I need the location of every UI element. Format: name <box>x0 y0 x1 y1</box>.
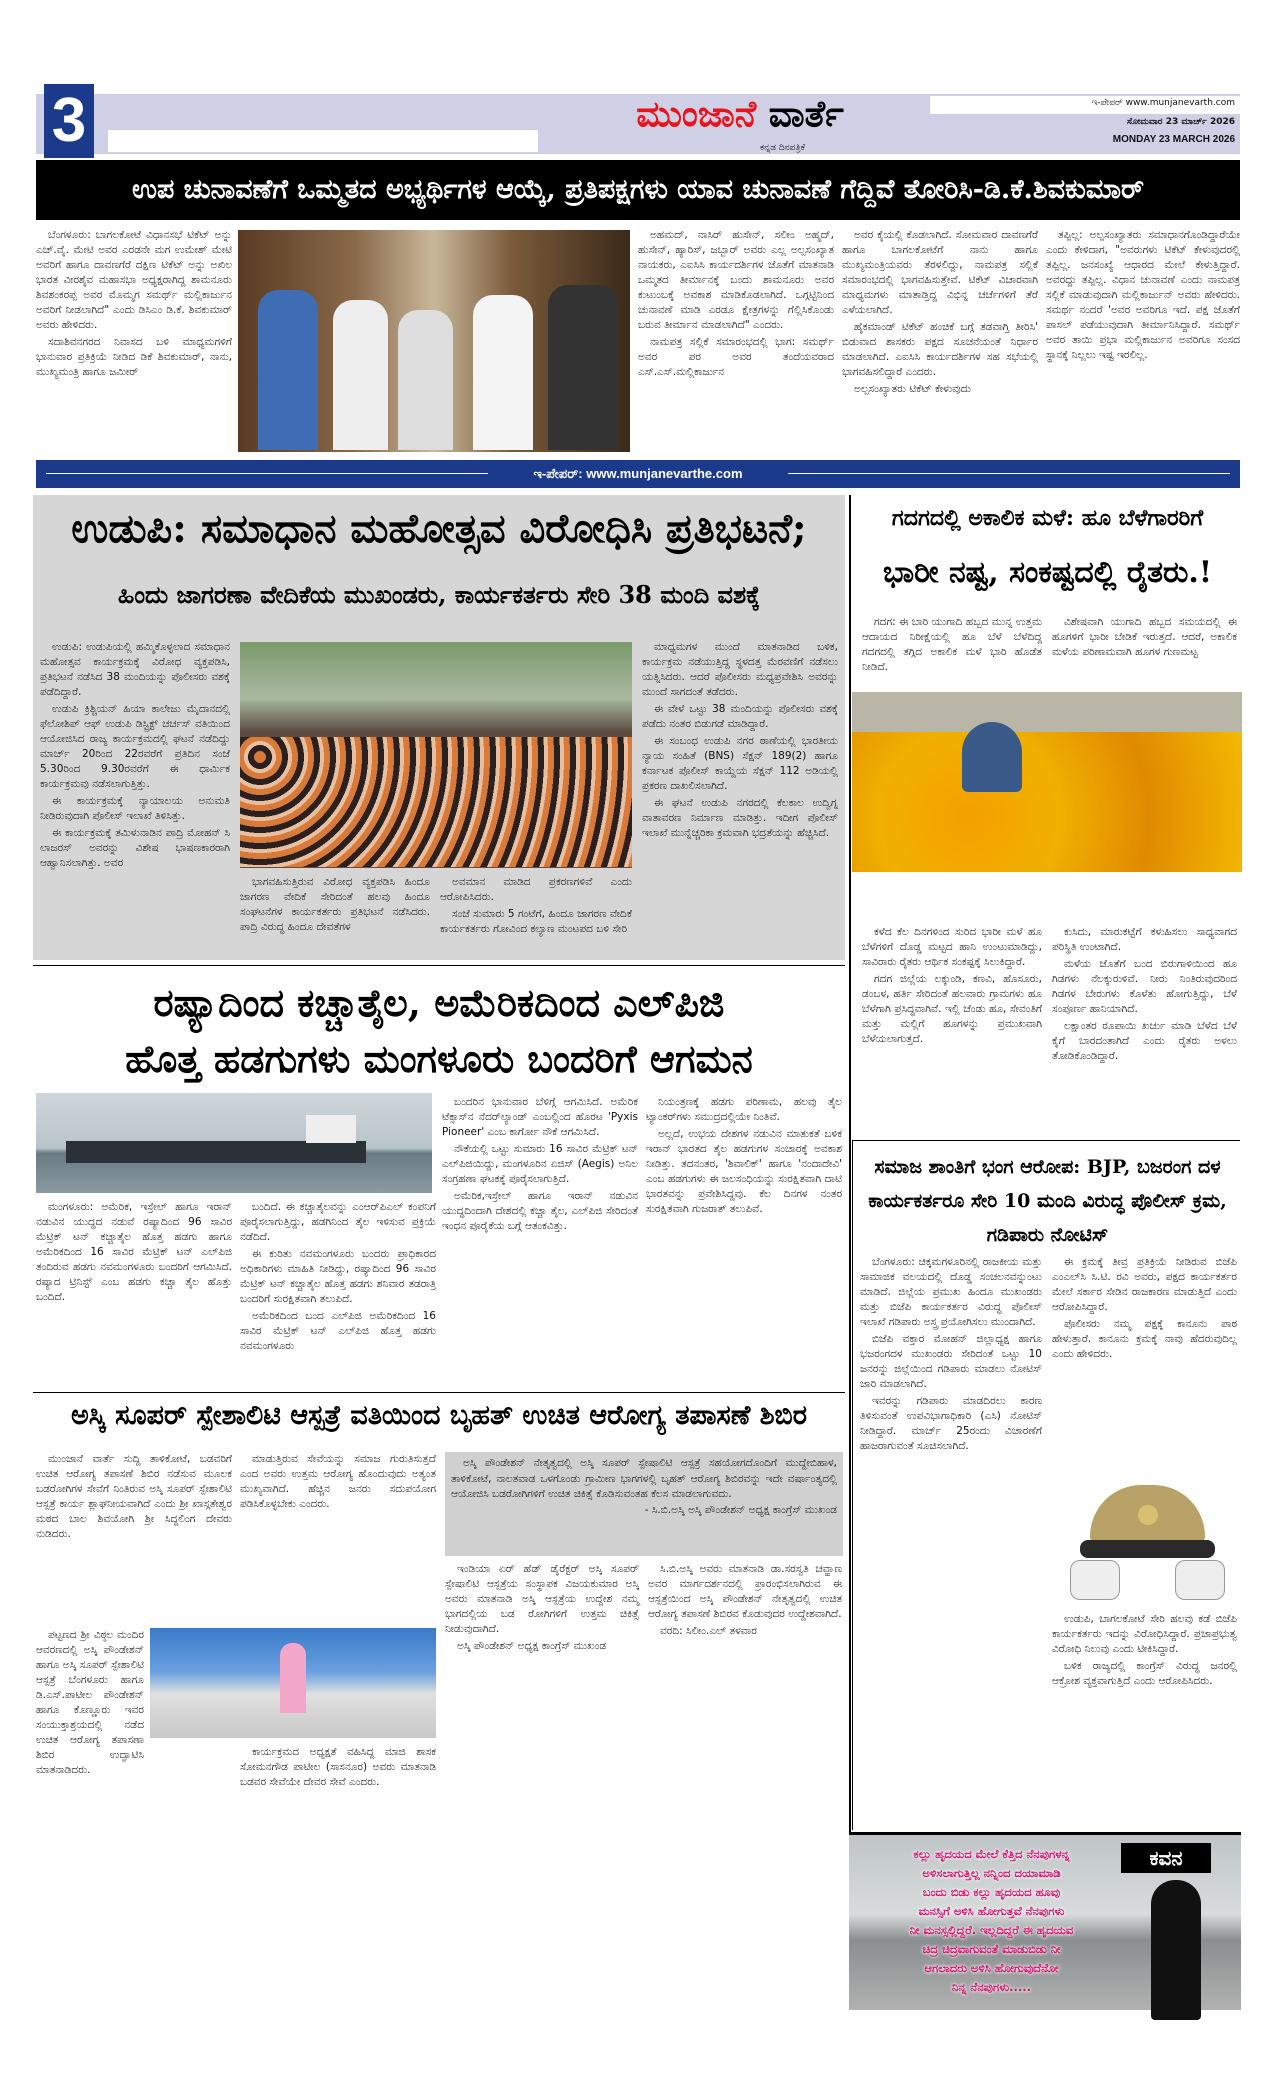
health-col-2b <box>240 1745 436 2025</box>
paragraph: ಗದಗ: ಈ ಬಾರಿ ಯುಗಾದಿ ಹಬ್ಬದ ಮುನ್ನ ಉತ್ತಮ ಆದಾಯದ ನಿರೀಕ್ಷೆಯಲ್ಲಿ ಹೂ ಬೆಳೆ ಬೆಳೆದಿದ್ದ ಗದಗದಲ್ಲಿ ತಗ್ಗಿದ ಅಕಾಲಿಕ ಮಳೆ ಭಾರಿ ಹೊಡೆತ ನೀಡಿದೆ. <box>862 616 1042 673</box>
paragraph: ಅಲ್ಪಸಂಖ್ಯಾತರು ಟಿಕೆಟ್ ಕೇಳುವುದು <box>854 383 971 395</box>
masthead-website[interactable]: ಇ-ಪೇಪರ್ www.munjanevarth.com <box>1091 98 1235 108</box>
paragraph: ಬಿಜೆಪಿ ವಕ್ತಾರ ಮೋಹನ್ ಜಿಲ್ಲಾಧ್ಯಕ್ಷ ಹಾಗೂ ಭಜರಂಗದಳ ಮುಖಂಡರು ಸೇರಿದಂತೆ ಒಟ್ಟು 10 ಜನರನ್ನು ಜಿಲ್ಲೆಯಿಂದ ಗಡಿಪಾರು ಮಾಡಲು ನೋಟಿಸ್ ಜಾರಿ ಮಾಡಲಾಗಿದೆ. <box>860 1333 1042 1390</box>
paragraph: ನಾಮಪತ್ರ ಸಲ್ಲಿಕೆ ಸಮಾರಂಭದಲ್ಲಿ ಭಾಗ: ಸಮರ್ಥ್ ಅವರ ಪರ ಅವರ ತಂದೆಯವರಾದ ಎಸ್.ಎಸ್.ಮಲ್ಲಿಕಾರ್ಜುನ <box>638 336 834 378</box>
poem-box <box>849 1832 1241 2010</box>
health-headline: ಅಸ್ಕಿ ಸೂಪರ್ ಸ್ಪೇಶಾಲಿಟಿ ಆಸ್ಪತ್ರೆ ವತಿಯಿಂದ ಬೃಹತ್ ಉಚಿತ ಆರೋಗ್ಯ ತಪಾಸಣೆ ಶಿಬಿರ <box>71 1400 807 1431</box>
paragraph: ಸದಾಶಿವನಗರದ ನಿವಾಸದ ಬಳಿ ಮಾಧ್ಯಮಗಳಿಗೆ ಭಾನುವಾರ ಪ್ರತಿಕ್ರಿಯೆ ನೀಡಿದ ಡಿಕೆ ಶಿವಕುಮಾರ್, ನಾನು, ಮುಖ್ಯಮಂತ್ರಿ ಹಾಗೂ ಜಮೀರ್ <box>36 336 232 378</box>
paragraph: ಲಕ್ಷಾಂತರ ರೂಪಾಯಿ ಖರ್ಚು ಮಾಡಿ ಬೆಳೆದ ಬೆಳೆ ಕೈಗೆ ಬಾರದಂತಾಗಿದೆ ಎಂದು ರೈತರು ಅಳಲು ತೋಡಿಕೊಂಡಿದ್ದಾರೆ. <box>1052 1020 1237 1062</box>
paragraph: ಉಡುಪಿ: ಉಡುಪಿಯಲ್ಲಿ ಹಮ್ಮಿಕೊಳ್ಳಲಾದ ಸಮಾಧಾನ ಮಹೋತ್ಸವ ಕಾರ್ಯಕ್ರಮಕ್ಕೆ ವಿರೋಧ ವ್ಯಕ್ತಪಡಿಸಿ, ಪ್ರತಿಭಟನೆ ನಡೆಸಿದ 38 ಮಂದಿಯನ್ನು ಪೊಲೀಸರು ವಶಕ್ಕೆ ಪಡೆದಿದ್ದಾರೆ. <box>40 641 230 698</box>
health-col-3 <box>445 1562 639 2022</box>
paragraph: ಬೆಂಗಳೂರು: ಬಾಗಲಕೋಟೆ ವಿಧಾನಸಭೆ ಟಿಕೆಟ್ ಅನ್ನು ಎಚ್.ವೈ. ಮೇಟಿ ಅವರ ಎರಡನೇ ಮಗ ಉಮೇಶ್ ಮೇಟಿ ಅವರಿಗೆ ಹಾಗೂ ದಾವಣಗೆರೆ ದಕ್ಷಿಣ ಟಿಕೆಟ್ ಅನ್ನು ಅಖಿಲ ಭಾರತ ವೀರಶೈವ ಮಹಾಸಭಾ ಅಧ್ಯಕ್ಷರಾಗಿದ್ದ ಶಾಮನೂರು ಶಿವಶಂಕರಪ್ಪ ಅವರ ಮೊಮ್ಮಗ ಸಮರ್ಥ್ ಮಲ್ಲಿಕಾರ್ಜುನ ಅವರಿಗೆ ನೀಡಲಾಗಿದೆ" ಎಂದು ಡಿಸಿಎಂ ಡಿ.ಕೆ. ಶಿವಕುಮಾರ್ ಅವರು ಹೇಳಿದರು. <box>36 229 232 331</box>
health-col-1 <box>36 1452 232 1620</box>
paragraph: ಅವಮಾನ ಮಾಡಿದ ಪ್ರಕರಣಗಳಿವೆ ಎಂದು ಆರೋಪಿಸಿದರು. <box>440 876 632 903</box>
paragraph: ಈ ವೇಳೆ ಒಟ್ಟು 38 ಮಂದಿಯನ್ನು ಪೊಲೀಸರು ವಶಕ್ಕೆ ಪಡೆದು ನಂತರ ಬಿಡುಗಡೆ ಮಾಡಿದ್ದಾರೆ. <box>642 703 838 730</box>
health-col-1b <box>36 1628 144 1776</box>
paragraph: ಕಳೆದ ಕೆಲ ದಿನಗಳಿಂದ ಸುರಿದ ಭಾರೀ ಮಳೆ ಹೂ ಬೆಳೆಗಳಿಗೆ ದೊಡ್ಡ ಮಟ್ಟದ ಹಾನಿ ಉಂಟುಮಾಡಿದ್ದು, ಸಾವಿರಾರು ರೈತರು ಆರ್ಥಿಕ ಸಂಕಷ್ಟಕ್ಕೆ ಸಿಲುಕಿದ್ದಾರೆ. <box>862 926 1042 968</box>
paragraph: ಈ ಕುರಿತು ನವಮಂಗಳೂರು ಬಂದರು ಪ್ರಾಧಿಕಾರದ ಅಧಿಕಾರಿಗಳು ಮಾಹಿತಿ ನೀಡಿದ್ದು, ರಷ್ಯಾದಿಂದ 96 ಸಾವಿರ ಮೆಟ್ರಿಕ್ ಟನ್ ಕಚ್ಚಾತೈಲ ಹೊತ್ತ ಹಡಗು ಶನಿವಾರ ತಡರಾತ್ರಿ ಬಂದರಿಗೆ ಸುರಕ್ಷಿತವಾಗಿ ತಲುಪಿದೆ. <box>240 1248 436 1305</box>
paragraph: ಹೈಕಮಾಂಡ್ ಟಿಕೆಟ್ ಹಂಚಿಕೆ ಬಗ್ಗೆ ತಡವಾಗ್ತಿ ತೀರಿಸಿ' ಬಿಡುವಾದ ಶಾಸಕರು ಪಕ್ಷದ ಸೂಚನೆಯಂತೆ ನಿರ್ಧಾರ ಮಾಡಲಾಗಿದೆ. ಎಐಸಿಸಿ ಕಾರ್ಯದರ್ಶಿಗಳ ಸಹ ಸಭೆಯಲ್ಲಿ ಭಾಗವಹಿಸಲಿದ್ದಾರೆ ಎಂದರು. <box>842 321 1038 378</box>
health-camp-photo <box>150 1628 436 1738</box>
gadag-subheadline: ಭಾರೀ ನಷ್ಟ, ಸಂಕಷ್ಟದಲ್ಲಿ ರೈತರು.! <box>882 555 1213 590</box>
lead-col-3 <box>842 228 1038 450</box>
poem-text: ಕಲ್ಲು ಹೃದಯದ ಮೇಲೆ ಕೆತ್ತಿದ ನೆನಪುಗಳನ್ನ ಅಳಿಸಲಾಗುತ್ತಿಲ್ಲ ನನ್ನಿಂದ ದಯಾಮಾಡಿ ಬಂದು ಬಿಡು ಕಲ್ಲು ಹೃದಯದ ಹೂವು ಮನಸ್ಸಿಗೆ ಅಳಿಸಿ ಹೋಗುತ್ತವೆ ನೆನಪುಗಳು ನೀ ಮನಸ್ಸಲ್ಲಿದ್ದರೆ. ಇಲ್ಲದಿದ್ದರೆ ಈ ಹೃದಯವ ಚಿದ್ರ ಚಿದ್ರವಾಗುವಂತೆ ಮಾಡುಬಿಡು ನೀ ಆಗಲಾದರು ಅಳಿಸಿ ಹೋಗುವುದೆನೋ ನಿನ್ನ ನೆನಪುಗಳು..... <box>909 1847 1074 1994</box>
paragraph: ಬೆಂಗಳೂರು: ಚಿಕ್ಕಮಗಳೂರಿನಲ್ಲಿ ರಾಜಕೀಯ ಮತ್ತು ಸಾಮಾಜಿಕ ವಲಯದಲ್ಲಿ ದೊಡ್ಡ ಸಂಚಲನವನ್ನುಂಟು ಮಾಡಿದೆ. ಜಿಲ್ಲೆಯ ಪ್ರಮುಖ ಹಿಂದೂ ಮುಖಂಡರು ಮತ್ತು ಬಿಜೆಪಿ ಕಾರ್ಯಕರ್ತರ ವಿರುದ್ಧ ಪೊಲೀಸ್ ಇಲಾಖೆ ಗಡಿಪಾರು ಅಸ್ತ್ರ ಪ್ರಯೋಗಿಸಲು ಮುಂದಾಗಿದೆ. <box>860 1256 1042 1328</box>
paragraph: ಮಂಗಳೂರು: ಅಮೆರಿಕ, ಇಸ್ರೇಲ್ ಹಾಗೂ ಇರಾನ್ ನಡುವಿನ ಯುದ್ಧದ ನಡುವೆ ರಷ್ಯಾದಿಂದ 96 ಸಾವಿರ ಮೆಟ್ರಿಕ್ ಟನ್ ಕಚ್ಚಾತೈಲ ಹೊತ್ತ ಹಡಗು ಹಾಗೂ ಅಮೆರಿಕದಿಂದ 16 ಸಾವಿರ ಮೆಟ್ರಿಕ್ ಟನ್ ಎಲ್‌ಪಿಜಿ ತಂದಿರುವ ಹಡಗು ನವಮಂಗಳೂರು ಬಂದರಿಗೆ ಆಗಮಿಸಿದೆ. ರಷ್ಯಾದ ಟ್ರಿನಿಸ್ಟ್ ಎಂಬ ಹಡಗು ಕಚ್ಚಾ ತೈಲ ಹೊತ್ತು ಬಂದಿದೆ. <box>36 1201 232 1303</box>
paragraph: ಈ ಕಾರ್ಯಕ್ರಮಕ್ಕೆ ನ್ಯಾಯಾಲಯ ಅನುಮತಿ ನೀಡಿರುವುದಾಗಿ ಪೊಲೀಸ್ ಇಲಾಖೆ ತಿಳಿಸಿತ್ತು. <box>40 795 230 822</box>
paragraph: ಅವರ ಕೈಯಲ್ಲಿ ಕೊಡಲಾಗಿದೆ. ಸೋಮವಾರ ದಾವಣಗೆರೆ ಹಾಗೂ ಬಾಗಲಕೋಟೆಗೆ ನಾನು ಹಾಗೂ ಮುಖ್ಯಮಂತ್ರಿಯವರು ತೆರಳಲಿದ್ದು, ನಾಮಪತ್ರ ಸಲ್ಲಿಕೆ ಸಮಾರಂಭದಲ್ಲಿ ಭಾಗವಹಿಸುತ್ತೇವೆ. ಟಿಕೆಟ್ ವಿಚಾರವಾಗಿ ಮಾಧ್ಯಮಗಳು ಮಾತಾಡ್ತಿದ್ದ ವಿಭಿನ್ನ ಚರ್ಚೆಗಳಿಗೆ ತೆರೆ ಎಳೆಯಲಾಗಿದೆ. <box>842 229 1038 316</box>
lead-headline: ಉಪ ಚುನಾವಣೆಗೆ ಒಮ್ಮತದ ಅಭ್ಯರ್ಥಿಗಳ ಆಯ್ಕೆ, ಪ್ರತಿಪಕ್ಷಗಳು ಯಾವ ಚುನಾವಣೆ ಗೆದ್ದಿವೆ ತೋರಿಸಿ-ಡಿ.ಕೆ.ಶಿವಕುಮಾರ್ <box>36 160 1240 220</box>
paragraph: ಸಂಜೆ ಸುಮಾರು 5 ಗಂಟೆಗೆ, ಹಿಂದೂ ಜಾಗರಣ ವೇದಿಕೆ ಕಾರ್ಯಕರ್ತರು ಗೋವಿಂದ ಕಲ್ಯಾಣ ಮಂಟಪದ ಬಳಿ ಸೇರಿ <box>440 908 632 935</box>
paragraph: ಈ ಕ್ರಮಕ್ಕೆ ತೀವ್ರ ಪ್ರತಿಕ್ರಿಯೆ ನೀಡಿರುವ ಬಿಜೆಪಿ ಎಂಎಲ್‌ಸಿ ಸಿ.ಟಿ. ರವಿ ಅವರು, ಪಕ್ಷದ ಕಾರ್ಯಕರ್ತರ ಮೇಲೆ ಸರ್ಕಾರ ಸೇಡಿನ ರಾಜಕಾರಣ ಮಾಡುತ್ತಿದೆ ಎಂದು ಆರೋಪಿಸಿದ್ದಾರೆ. <box>1052 1256 1237 1313</box>
paragraph: ಮಳೆಯ ಜೊತೆಗೆ ಬಂದ ಬಿರುಗಾಳಿಯಿಂದ ಹೂ ಗಿಡಗಳು ನೆಲಕ್ಕುರುಳಿವೆ. ನೀರು ನಿಂತಿರುವುದರಿಂದ ಗಿಡಗಳ ಬೇರುಗಳು ಕೊಳೆತು ಹೋಗುತ್ತಿದ್ದು, ಬೆಳೆ ಸಂಪೂರ್ಣ ಹಾನಿಯಾಗಿದೆ. <box>1052 958 1237 1015</box>
gadag-headline: ಗದಗದಲ್ಲಿ ಅಕಾಲಿಕ ಮಳೆ: ಹೂ ಬೆಳೆಗಾರರಿಗೆ <box>891 505 1204 531</box>
paragraph: ಉಡುಪಿ, ಬಾಗಲಕೋಟೆ ಸೇರಿ ಹಲವು ಕಡೆ ಬಿಜೆಪಿ ಕಾರ್ಯಕರ್ತರು ಇದನ್ನು ವಿರೋಧಿಸಿದ್ದಾರೆ. ಪ್ರಜಾಪ್ರಭುತ್ವ ವಿರೋಧಿ ನಿಲುವು ಎಂದು ಟೀಕಿಸಿದ್ದಾರೆ. <box>1052 1613 1237 1655</box>
paragraph: ಸಿ.ಬಿ.ಅಸ್ಕಿ ಅವರು ಮಾತನಾಡಿ ಡಾ.ಸರಸ್ವತಿ ಚವ್ಹಾಣ ಅವರ ಮಾರ್ಗದರ್ಶನದಲ್ಲಿ ಪ್ರಾರಂಭಿಸಲಾಗಿರುವ ಈ ಆಸ್ಪತ್ರೆಯಿಂದ ಅಸ್ಕಿ ಪೌಂಡೇಶನ್ ನೇತೃತ್ವದಲ್ಲಿ ಉಚಿತ ಆರೋಗ್ಯ ತಪಾಸಣೆ ಶಿಬಿರವ ಕೊಡುವುದರ ಉದ್ದೇಶವಾಗಿದೆ. <box>648 1563 842 1620</box>
health-col-2 <box>240 1452 436 1620</box>
paragraph: ಈ ಕಾರ್ಯಕ್ರಮಕ್ಕೆ ತಮಿಳುನಾಡಿನ ಪಾದ್ರಿ ಮೋಹನ್ ಸಿ ಲಾಜರಸ್ ಅವರನ್ನು ವಿಶೇಷ ಭಾಷಣಕಾರರಾಗಿ ಆಹ್ವಾನಿಸಲಾಗಿತ್ತು. ಅವರ <box>40 827 230 869</box>
paragraph: ಅಸ್ಕಿ ಪೌಂಡೇಶನ್ ಅಧ್ಯಕ್ಷ ಕಾಂಗ್ರೆಸ್ ಮುಖಂಡ <box>457 1640 607 1652</box>
ships-col-1 <box>36 1200 232 1375</box>
page-number: 3 <box>44 84 94 158</box>
paragraph: ಬಂದಿದೆ. ಈ ಕಚ್ಚಾತೈಲವನ್ನು ಎಂಆರ್‌ಪಿಎಲ್ ಕಂಪನಿಗೆ ಪೂರೈಸಲಾಗುತ್ತಿದ್ದು, ಹಡಗಿನಿಂದ ತೈಲ ಇಳಿಸುವ ಪ್ರಕ್ರಿಯೆ ನಡೆದಿದೆ. <box>240 1201 436 1243</box>
udupi-protest-photo <box>240 642 632 868</box>
gadag-col-1 <box>862 615 1042 690</box>
lead-col-1 <box>36 228 232 450</box>
gadag-col-3 <box>862 925 1042 1135</box>
lead-col-4 <box>1046 228 1240 450</box>
column-divider <box>849 495 851 1840</box>
police-cap-illustration <box>1060 1475 1235 1605</box>
udupi-col-1 <box>40 640 230 955</box>
paragraph: ಗದಗ ಜಿಲ್ಲೆಯ ಲಕ್ಕುಂಡಿ, ಕಣವಿ, ಹೊಸೂರು, ಡಂಬಳ, ಹರ್ತಿ ಸೇರಿದಂತೆ ಹಲವಾರು ಗ್ರಾಮಗಳು ಹೂ ಬೆಳೆಗಾಗಿ ಪ್ರಸಿದ್ಧವಾಗಿವೆ. ಇಲ್ಲಿ ಚೆಂಡು ಹೂ, ಸೇವಂತಿಗೆ ಮತ್ತು ಮಲ್ಲಿಗೆ ಹೂಗಳನ್ನು ಪ್ರಮುಖವಾಗಿ ಬೆಳೆಯಲಾಗುತ್ತದೆ. <box>862 973 1042 1045</box>
masthead-date-en: MONDAY 23 MARCH 2026 <box>1112 134 1235 145</box>
paragraph: ಕುಸಿದು, ಮಾರುಕಟ್ಟೆಗೆ ಕಳುಹಿಸಲು ಸಾಧ್ಯವಾಗದ ಪರಿಸ್ಥಿತಿ ಉಂಟಾಗಿದೆ. <box>1052 926 1237 953</box>
ships-photo <box>36 1093 432 1193</box>
udupi-col-3 <box>642 640 838 955</box>
paragraph: ವಿಶೇಷವಾಗಿ ಯುಗಾದಿ ಹಬ್ಬದ ಸಮಯದಲ್ಲಿ ಈ ಹೂಗಳಿಗೆ ಭಾರೀ ಬೇಡಿಕೆ ಇರುತ್ತದೆ. ಆದರೆ, ಅಕಾಲಿಕ ಮಳೆಯ ಪರಿಣಾಮವಾಗಿ ಹೂಗಳ ಗುಣಮಟ್ಟ <box>1052 616 1237 658</box>
lead-col-2 <box>638 228 834 450</box>
gadag-flower-photo <box>852 692 1242 872</box>
paragraph: ಇವರನ್ನು ಗಡಿಪಾರು ಮಾಡದಿರಲು ಕಾರಣ ತಿಳಿಸುವಂತೆ ಉಪವಿಭಾಗಾಧಿಕಾರಿ (ಎಸಿ) ನೋಟಿಸ್ ನೀಡಿದ್ದಾರೆ. ಮಾರ್ಚ್ 25ರಂದು ವಿಚಾರಣೆಗೆ ಹಾಜರಾಗುವಂತೆ ಸೂಚಿಸಲಾಗಿದೆ. <box>860 1395 1042 1452</box>
paragraph: ಕಾರ್ಯಕ್ರಮದ ಅಧ್ಯಕ್ಷತೆ ವಹಿಸಿದ್ದ ಮಾಜಿ ಶಾಸಕ ಸೋಮನಗೌಡ ಪಾಟೀಲ (ಸಾಸನೂರ) ಅವರು ಮಾತನಾಡಿ ಬಡವರ ಸೇವೆಯೇ ದೇವರ ಸೇವೆ ಎಂದರು. <box>240 1746 436 1788</box>
paragraph: ಬಂದರಿನ ಭಾನುವಾರ ಬೆಳಿಗ್ಗೆ ಆಗಮಿಸಿದೆ. ಅಮೆರಿಕ ಟೆಕ್ಸಾಸ್‌ನ ನೆದರ್‌ಲ್ಯಾಂಡ್ ಎಂಬಲ್ಲಿಂದ ಹೊರಟ 'Pyxis Pioneer' ಎಂಬ ಕಾರ್ಗೋ ನೌಕೆ ಆಗಮಿಸಿದೆ. <box>442 1096 638 1138</box>
paragraph: ಮಾಧ್ಯಮಗಳ ಮುಂದೆ ಮಾತನಾಡಿದ ಬಳಿಕ, ಕಾರ್ಯಕ್ರಮ ನಡೆಯುತ್ತಿದ್ದ ಸ್ಥಳದತ್ತ ಮೆರವಣಿಗೆ ನಡೆಸಲು ಯತ್ನಿಸಿದರು. ಆದರೆ ಪೊಲೀಸರು ಮಧ್ಯಪ್ರವೇಶಿಸಿ ಅವರನ್ನು ಮುಂದೆ ಸಾಗದಂತೆ ತಡೆದರು. <box>642 641 838 698</box>
epaper-bar <box>36 460 1240 488</box>
paragraph: ಅಹಮದ್, ನಾಸಿರ್ ಹುಸೇನ್, ಸಲೀಂ ಅಹ್ಮದ್, ಹುಸೇನ್, ಹ್ಯಾರಿಸ್, ಜಬ್ಬಾರ್ ಅವರು ಎಲ್ಲ ಅಲ್ಪಸಂಖ್ಯಾತ ನಾಯಕರು, ಎಐಸಿಸಿ ಕಾರ್ಯದರ್ಶಿಗಳ ಜೊತೆಗೆ ಮಾತನಾಡಿ ಒಮ್ಮತದ ತೀರ್ಮಾನಕ್ಕೆ ಬಂದು ಶಾಮನೂರು ಅವರ ಕುಟುಂಬಕ್ಕೆ ಅವಕಾಶ ಮಾಡಿಕೊಡಲಾಗಿದೆ. ಒಗ್ಗಟ್ಟಿನಿಂದ ಚುನಾವಣೆ ಮಾಡಿ ಎರಡೂ ಕ್ಷೇತ್ರಗಳನ್ನು ಗೆಲ್ಲಿಸಿಕೊಂಡು ಬರುವ ತೀರ್ಮಾನ ಮಾಡಲಾಗಿದೆ" ಎಂದರು. <box>638 229 834 331</box>
bjp-col-2 <box>1052 1255 1237 1470</box>
ships-col-4 <box>646 1095 842 1375</box>
masthead-date-kn: ಸೋಮವಾರ 23 ಮಾರ್ಚ್ 2026 <box>1126 117 1235 127</box>
paragraph: ಅಮೆರಿಕ,ಇಸ್ರೇಲ್ ಹಾಗೂ ಇರಾನ್ ನಡುವಿನ ಯುದ್ಧದಿಂದಾಗಿ ದೇಶದಲ್ಲಿ ಕಚ್ಚಾ ತೈಲ, ಎಲ್‌ಪಿಜಿ ಸೇರಿದಂತೆ ಇಂಧನ ಪೂರೈಕೆಯ ಬಗ್ಗೆ ಆತಂಕವಿತ್ತು. <box>442 1190 638 1232</box>
udupi-headline: ಉಡುಪಿ: ಸಮಾಧಾನ ಮಹೋತ್ಸವ ವಿರೋಧಿಸಿ ಪ್ರತಿಭಟನೆ; <box>71 505 807 552</box>
udupi-subheadline: ಹಿಂದು ಜಾಗರಣಾ ವೇದಿಕೆಯ ಮುಖಂಡರು, ಕಾರ್ಯಕರ್ತರು ಸೇರಿ 38 ಮಂದಿ ವಶಕ್ಕೆ <box>117 580 761 609</box>
paragraph: ಪೊಲೀಸರು ನಮ್ಮ ಪಕ್ಷಕ್ಕೆ ಕಾನೂನು ಪಾಠ ಹೇಳುತ್ತಾರೆ. ಕಾನೂನು ಕ್ರಮಕ್ಕೆ ನಾವು ಹೆದರುವುದಿಲ್ಲ ಎಂದು ಹೇಳಿದರು. <box>1052 1318 1237 1360</box>
paragraph: ಇಂಡಿಯಾ ಏರ್ ಹೆಡ್ ಡೈರೆಕ್ಟರ್ ಅಸ್ಕಿ ಸೂಪರ್ ಸ್ಪೇಷಾಲಿಟಿ ಆಸ್ಪತ್ರೆಯ ಸಂಸ್ಥಾಪಕ ವಿಜಯಕುಮಾರ ಅಸ್ಕಿ ಅವರು ಮಾತನಾಡಿ ಅಸ್ಕಿ ಆಸ್ಪತ್ರೆಯ ಉದ್ದೇಶ ನಮ್ಮ ಭಾಗದಲ್ಲಿಯ ಬಡ ರೋಗಿಗಳಿಗೆ ಉತ್ತಮ ಚಿಕಿತ್ಸೆ ನೀಡುವುದಾಗಿದೆ. <box>445 1563 639 1635</box>
person-silhouette <box>1151 1880 1201 2020</box>
lead-photo <box>238 230 630 452</box>
paragraph: ಭಾಗವಹಿಸುತ್ತಿರುವ ವಿರೋಧ ವ್ಯಕ್ತಪಡಿಸಿ ಹಿಂದೂ ಜಾಗರಣ ವೇದಿಕೆ ಸೇರಿದಂತೆ ಹಲವು ಹಿಂದೂ ಸಂಘಟನೆಗಳ ಕಾರ್ಯಕರ್ತರು ಪ್ರತಿಭಟನೆ ನಡೆಸಿದರು. ಪಾದ್ರಿ ವಿರುದ್ಧ ಹಿಂದೂ ದೇವತೆಗಳ <box>240 876 430 933</box>
bjp-col-2b <box>1052 1612 1237 1825</box>
health-col-4 <box>648 1562 842 2022</box>
ships-col-3 <box>442 1095 638 1375</box>
paragraph: ಮುಂಜಾನೆ ವಾರ್ತೆ ಸುದ್ದಿ ತಾಳಿಕೋಟೆ, ಬಡವರಿಗೆ ಉಚಿತ ಆರೋಗ್ಯ ತಪಾಸಣೆ ಶಿಬಿರ ನಡೆಸುವ ಮೂಲಕ ಬಡರೋಗಿಗಳ ಸೇವೆಗೆ ನಿಂತಿರುವ ಅಸ್ಕಿ ಸೂಪರ್ ಸ್ಪೇಶಾಲಿಟಿ ಆಸ್ಪತ್ರೆ ಕಾರ್ಯ ಶ್ಲಾಘನೀಯವಾಗಿದೆ ಎಂದು ಶ್ರೀ ಖಾಸ್ಗತೇಶ್ವರ ಮಠದ ಬಾಲ ಶಿವಯೋಗಿ ಶ್ರೀ ಸಿದ್ದಲಿಂಗ ದೇವರು ನುಡಿದರು. <box>36 1453 232 1540</box>
paragraph: ತಪ್ಪಿಲ್ಲ: ಅಲ್ಪಸಂಖ್ಯಾತರು ಸಮಾಧಾನಗೊಂಡಿದ್ದಾರೆಯೇ ಎಂದು ಕೇಳಿದಾಗ, "ಅವರುಗಳು ಟಿಕೆಟ್ ಕೇಳುವುದರಲ್ಲಿ ತಪ್ಪಿಲ್ಲ. ಜನಸಂಖ್ಯೆ ಆಧಾರದ ಮೇಲೆ ಕೇಳುತ್ತಿದ್ದಾರೆ. ಅವರದ್ದು ತಪ್ಪಿಲ್ಲ. ವಿಧಾನ ಚುನಾವಣೆ ಎಂದು ನಾಮಪತ್ರ ಸಲ್ಲಿಕೆ ಮಾಡುವುದಾಗಿ ಮಲ್ಲಿಕಾರ್ಜುನ್ ಅವರು ಹೇಳಿದರು. ಸಮರ್ಥ ನಂದರೆ 'ಅವರ ಅವರಿಗೂ ಇದೆ. ಪಕ್ಷ ಜೊತೆಗೆ ಪಾಸಲ್ ಪಡೆಯುವುದಾಗಿ ತೀರ್ಮಾನಿಸಿದ್ದಾರೆ. ಸಮರ್ಥ್ ಅವರ ತಾಯಿ ಪ್ರಭಾ ಮಲ್ಲಿಕಾರ್ಜುನ ಅವರಿಗೂ ಸಂಸದ ಸ್ಥಾನಕ್ಕೆ ನಿಲ್ಲಲು ಇಷ್ಟ ಇರಲಿಲ್ಲ. <box>1046 229 1240 361</box>
paragraph: ಬಳಿಕ ರಾಜ್ಯದಲ್ಲಿ ಕಾಂಗ್ರೆಸ್ ವಿರುದ್ಧ ಜನರಲ್ಲಿ ಆಕ್ರೋಶ ವ್ಯಕ್ತವಾಗುತ್ತಿದೆ ಎಂದು ಆರೋಪಿಸಿದರು. <box>1052 1660 1237 1687</box>
masthead-tagline: ಕನ್ನಡ ದಿನಪತ್ರಿಕೆ <box>760 143 806 153</box>
paragraph: ಮಾಡುತ್ತಿರುವ ಸೇವೆಯನ್ನು ಸಮಾಜ ಗುರುತಿಸುತ್ತದೆ ಎಂದ ಅವರು ಉತ್ತಮ ಆರೋಗ್ಯ ಹೊಂದುವುದು ಅತ್ಯಂತ ಮುಖ್ಯವಾಗಿದೆ. ಹೆಚ್ಚಿನ ಜನರು ಸದುಪಯೋಗ ಪಡಿಸಿಕೊಳ್ಳಬೇಕು ಎಂದರು. <box>240 1453 436 1510</box>
udupi-col-2 <box>240 875 430 957</box>
udupi-col-2b <box>440 875 632 957</box>
paragraph: ವರದಿ: ಸಿಲೀಂ.ಎಲ್ ತಳವಾರ <box>660 1625 757 1637</box>
bjp-headline: ಸಮಾಜ ಶಾಂತಿಗೆ ಭಂಗ ಆರೋಪ: BJP, ಬಜರಂಗ ದಳ ಕಾರ್ಯಕರ್ತರೂ ಸೇರಿ 10 ಮಂದಿ ವಿರುದ್ಧ ಪೊಲೀಸ್ ಕ್ರಮ, ಗಡಿಪಾರು ನೋಟಿಸ್ <box>868 1156 1227 1246</box>
paragraph: ಈ ಘಟನೆ ಉಡುಪಿ ನಗರದಲ್ಲಿ ಕೆಲಕಾಲ ಉದ್ವಿಗ್ನ ವಾತಾವರಣ ನಿರ್ಮಾಣ ಮಾಡಿತ್ತು. ಇದೀಗ ಪೊಲೀಸ್ ಇಲಾಖೆ ಮುನ್ನೆಚ್ಚರಿಕಾ ಕ್ರಮವಾಗಿ ಭದ್ರತೆಯನ್ನು ಹೆಚ್ಚಿಸಿದೆ. <box>642 797 838 839</box>
epaper-link[interactable]: ಇ-ಪೇಪರ್: www.munjanevarthe.com <box>488 460 788 488</box>
paragraph: ಈ ಸಂಬಂಧ ಉಡುಪಿ ನಗರ ಠಾಣೆಯಲ್ಲಿ ಭಾರತೀಯ ನ್ಯಾಯ ಸಂಹಿತೆ (BNS) ಸೆಕ್ಷನ್ 189(2) ಹಾಗೂ ಕರ್ನಾಟಕ ಪೊಲೀಸ್ ಕಾಯ್ದೆಯ ಸೆಕ್ಷನ್ 112 ಅಡಿಯಲ್ಲಿ ಪ್ರಕರಣ ದಾಖಲಿಸಲಾಗಿದೆ. <box>642 735 838 792</box>
health-quote: ಅಸ್ಕಿ ಪೌಂಡೇಶನ್ ನೇತೃತ್ವದಲ್ಲಿ ಅಸ್ಕಿ ಸೂಪರ್ ಸ್ಪೇಷಾಲಿಟಿ ಆಸ್ಪತ್ರೆ ಸಹಯೋಗದೊಂದಿಗೆ ಮುದ್ದೇಬಿಹಾಳ, ತಾಳಿಕೋಟೆ, ನಾಲತವಾಡ ಒಳಗೊಂಡು ಗ್ರಾಮೀಣ ಭಾಗಗಳಲ್ಲಿ ಬೃಹತ್ ಆರೋಗ್ಯ ಶಿಬಿರವನ್ನು ಇದೇ ವರ್ಷಾಂತ್ಯದಲ್ಲಿ ಆಯೋಜಿಸಿ ಬಡರೋಗಿಗಳಿಗೆ ಉಚಿತ ಚಿಕಿತ್ಸೆ ಕೊಡಿಸುವಂತಹ ಕೆಲಸ ಮಾಡಲಾಗುವದು. - ಸಿ.ಬಿ.ಅಸ್ಕಿ ಅಸ್ಕಿ ಪೌಂಡೇಶನ್ ಅಧ್ಯಕ್ಷ ಕಾಂಗ್ರೆಸ್ ಮುಖಂಡ <box>445 1452 843 1556</box>
masthead-logo: ಮುಂಜಾನೆ ವಾರ್ತೆ <box>636 94 844 135</box>
poem-label: ಕವನ <box>1121 1843 1211 1873</box>
paragraph: ನಿಯಂತ್ರಣಕ್ಕೆ ಹಡಗು ಪರಿಣಾಮ, ಹಲವು ತೈಲ ಟ್ಯಾಂಕರ್‌ಗಳು ಸಮುದ್ರದಲ್ಲಿಯೇ ನಿಂತಿವೆ. <box>646 1096 842 1123</box>
ships-col-2 <box>240 1200 436 1375</box>
paragraph: ನೌಕೆಯಲ್ಲಿ ಒಟ್ಟು ಸುಮಾರು 16 ಸಾವಿರ ಮೆಟ್ರಿಕ್ ಟನ್ ಎಲ್‌ಪಿಜಿಯಿದ್ದು, ಮಂಗಳೂರಿನ ಏಜಿಸ್ (Aegis) ಅನಿಲ ಸಂಗ್ರಹಣಾ ಘಟಕಕ್ಕೆ ಪೂರೈಸಲಾಗುತ್ತಿದೆ. <box>442 1143 638 1185</box>
paragraph: ಪಟ್ಟಣದ ಶ್ರೀ ವಿಠ್ಠಲ ಮಂದಿರ ಆವರಣದಲ್ಲಿ ಅಸ್ಕಿ ಪೌಂಡೇಶನ್ ಹಾಗೂ ಅಸ್ಕಿ ಸೂಪರ್ ಸ್ಪೇಶಾಲಿಟಿ ಆಸ್ಪತ್ರೆ ಬೆಂಗಳೂರು ಹಾಗೂ ಡಿ.ಎಸ್.ಪಾಟೀಲ ಪೌಂಡೇಶನ್ ಹಾಗೂ ಕೊಣ್ಣೂರು ಇವರ ಸಂಯುಕ್ತಾಶ್ರಯದಲ್ಲಿ ನಡೆದ ಉಚಿತ ಆರೋಗ್ಯ ತಪಾಸಣಾ ಶಿಬಿರ ಉದ್ಘಾಟಿಸಿ ಮಾತನಾಡಿದರು. <box>36 1629 144 1776</box>
gadag-col-2 <box>1052 615 1237 690</box>
paragraph: ಅಮೆರಿಕದಿಂದ ಬಂದ ಎಲ್‌ಪಿಜಿ ಅಮೆರಿಕದಿಂದ 16 ಸಾವಿರ ಮೆಟ್ರಿಕ್ ಟನ್ ಎಲ್‌ಪಿಜಿ ಹೊತ್ತ ಹಡಗು ನವಮಂಗಳೂರು <box>240 1310 436 1352</box>
ships-headline: ರಷ್ಯಾದಿಂದ ಕಚ್ಚಾತೈಲ, ಅಮೆರಿಕದಿಂದ ಎಲ್‌ಪಿಜಿ ಹೊತ್ತ ಹಡಗುಗಳು ಮಂಗಳೂರು ಬಂದರಿಗೆ ಆಗಮನ <box>125 980 753 1081</box>
bjp-col-1 <box>860 1255 1042 1825</box>
paragraph: ಉಡುಪಿ ಕ್ರಿಶ್ಚಿಯನ್ ಹಿಯಾ ಕಾಲೇಜು ಮೈದಾನದಲ್ಲಿ ಫೆಲೋಶಿಪ್ ಆಫ್ ಉಡುಪಿ ಡಿಸ್ಟ್ರಿಕ್ಟ್ ಚರ್ಚಸ್ ವತಿಯಿಂದ ಆಯೋಜಿಸಿದ ರಾಜ್ಯ ಕಾರ್ಯಕ್ರಮದಲ್ಲಿ ಘಟನೆ ನಡೆದಿದ್ದು ಮಾರ್ಚ್ 20ರಿಂದ 22ರವರೆಗೆ ಪ್ರತಿದಿನ ಸಂಜೆ 5.30ರಿಂದ 9.30ರವರೆಗೆ ಈ ಧಾರ್ಮಿಕ ಕಾರ್ಯಕ್ರಮವು ನಡೆಸಲಾಗುತ್ತಿತ್ತು. <box>40 703 230 790</box>
gadag-col-4 <box>1052 925 1237 1135</box>
paragraph: ಅಲ್ಲದೆ, ಉಭಯ ದೇಶಗಳ ನಡುವಿನ ಮಾತುಕತೆ ಬಳಿಕ ಇರಾನ್ ಭಾರತದ ತೈಲ ಹಡಗುಗಳ ಸಂಚಾರಕ್ಕೆ ಅವಕಾಶ ನೀಡಿತ್ತು. ತದನಂತರ, 'ಶಿವಾಲಿಕ್' ಹಾಗೂ 'ನಂದಾದೇವಿ' ಎಂಬ ಹಡಗುಗಳು ಈ ಜಲಸಂಧಿಯನ್ನು ಸುರಕ್ಷಿತವಾಗಿ ದಾಟಿ ಭಾರತವನ್ನು ಪ್ರವೇಶಿಸಿದ್ದವು. ಕೆಲ ದಿನಗಳ ನಂತರ ಸುರಕ್ಷಿತವಾಗಿ ಗುಜರಾತ್ ತಲುಪಿವೆ. <box>646 1128 842 1215</box>
quote-author: - ಸಿ.ಬಿ.ಅಸ್ಕಿ ಅಸ್ಕಿ ಪೌಂಡೇಶನ್ ಅಧ್ಯಕ್ಷ ಕಾಂಗ್ರೆಸ್ ಮುಖಂಡ <box>644 1503 837 1516</box>
